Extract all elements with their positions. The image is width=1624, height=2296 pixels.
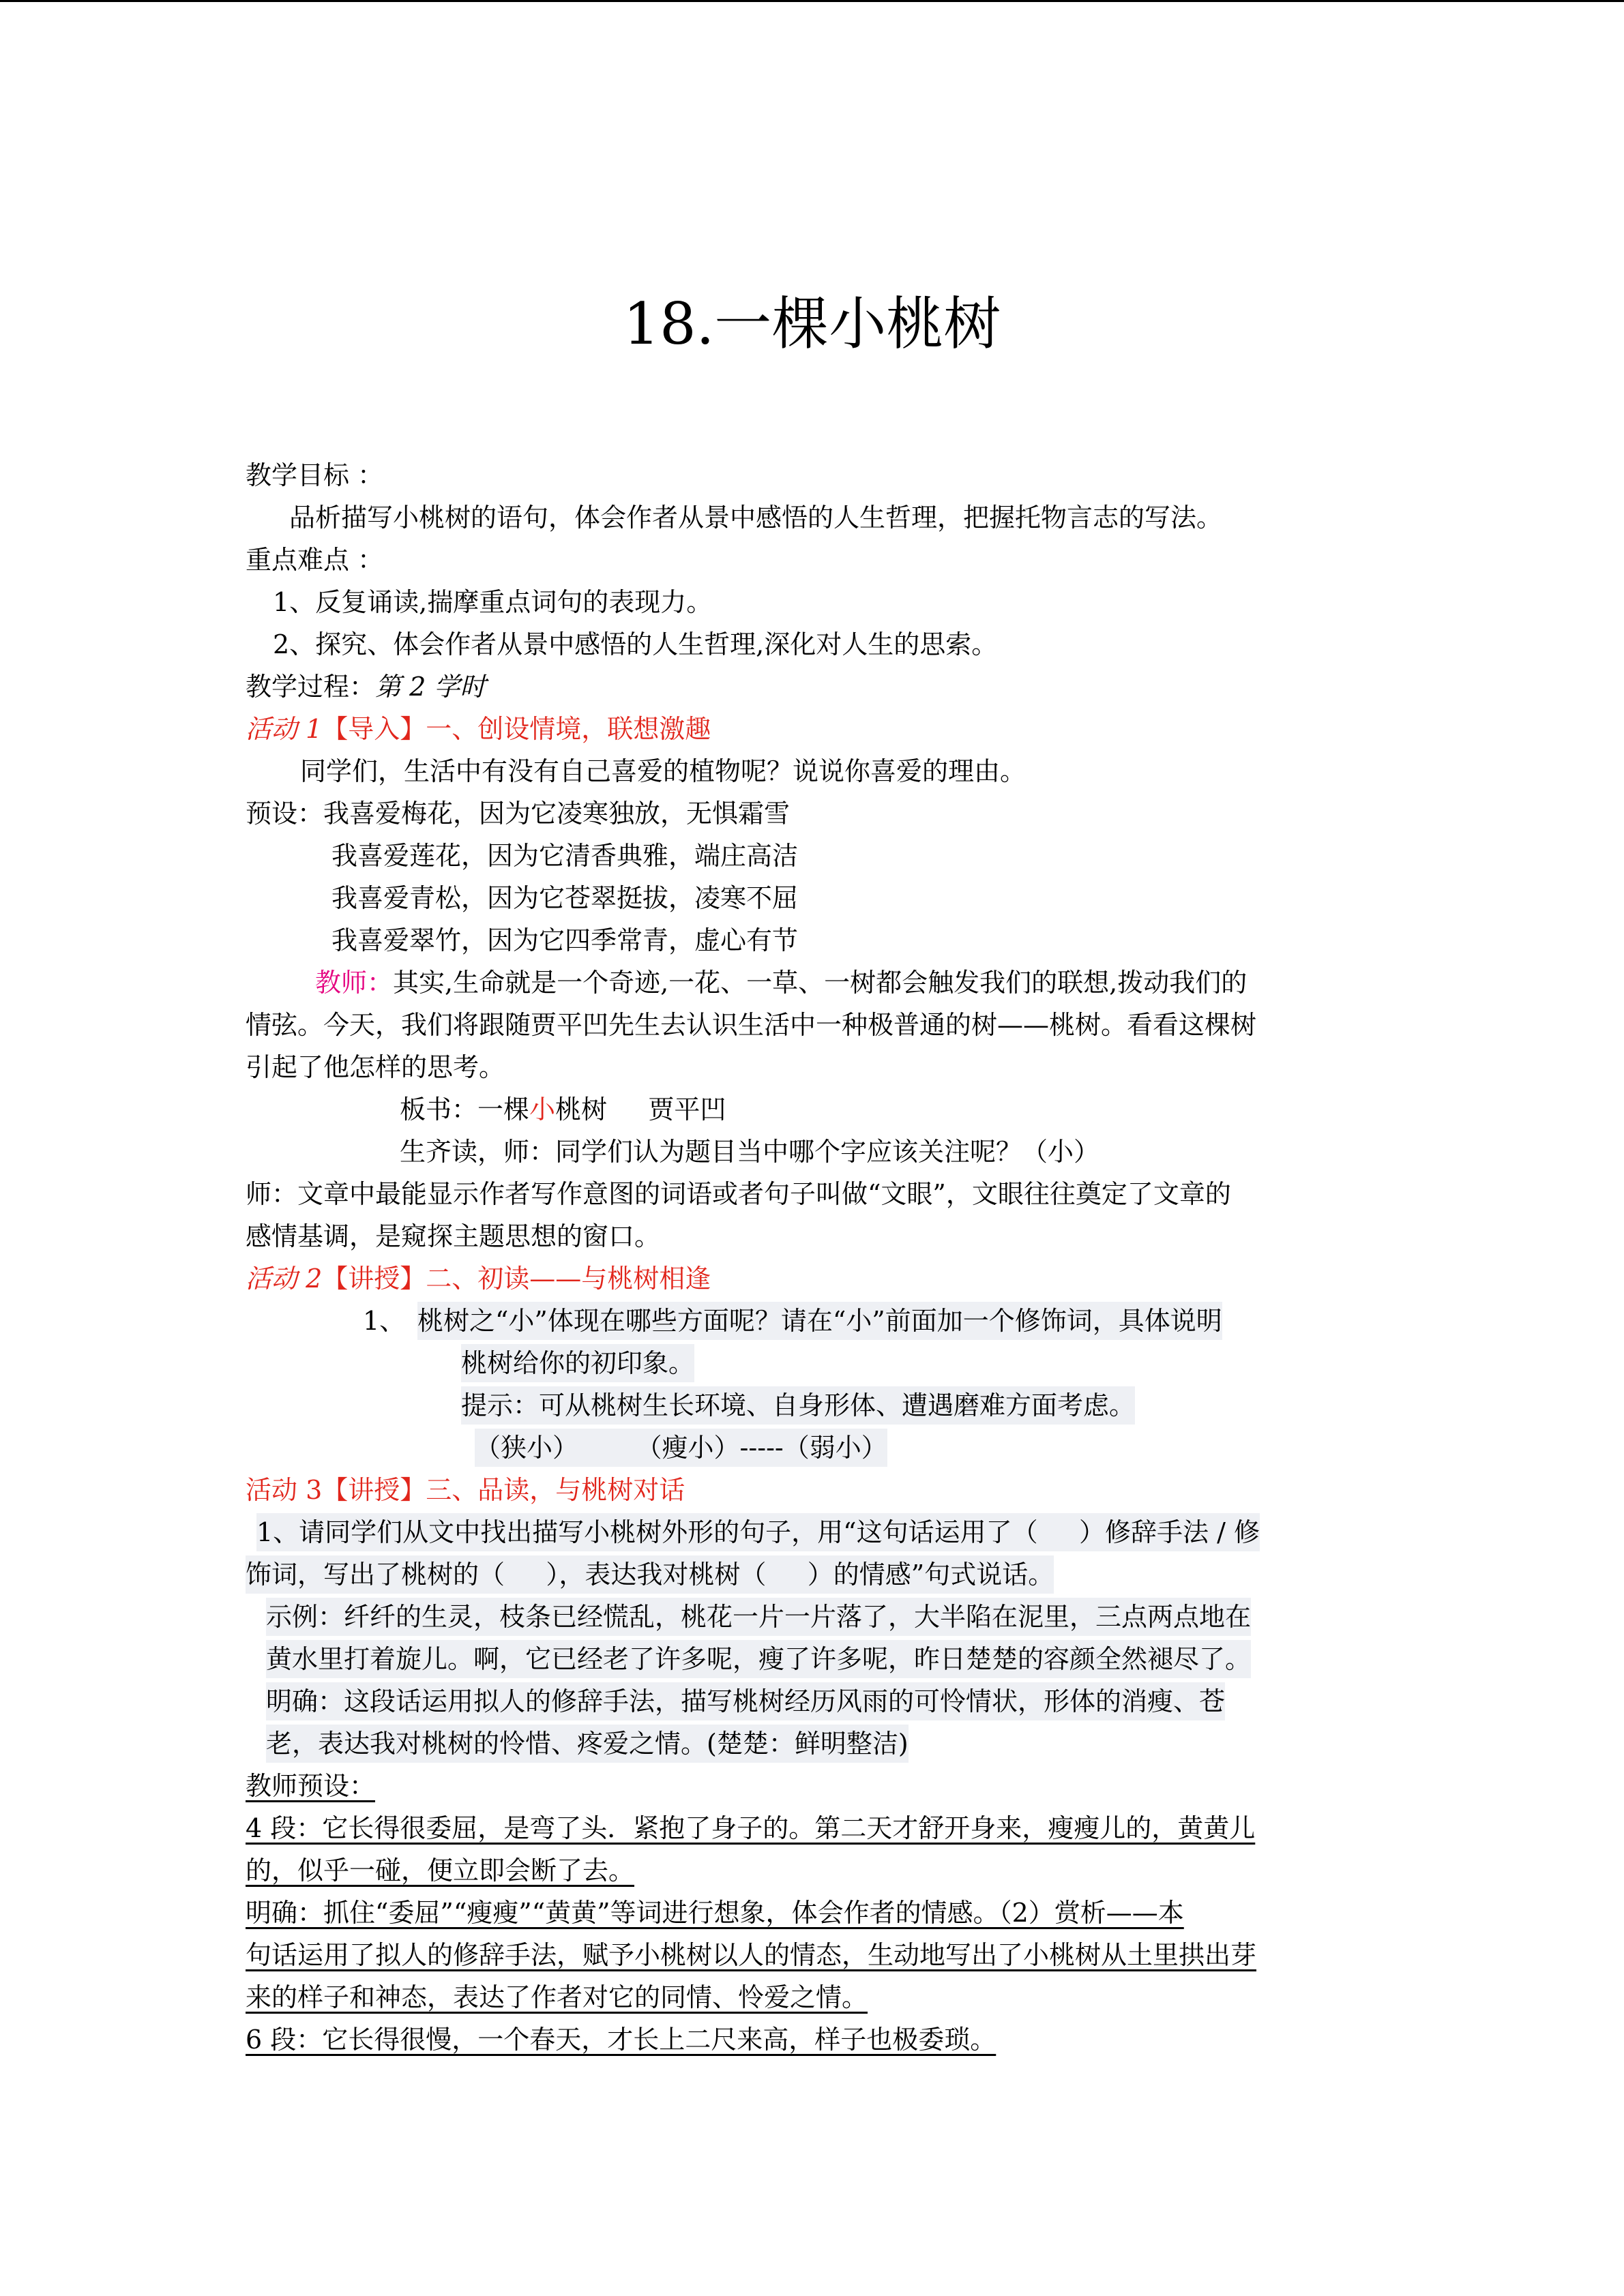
key-label: 重点难点 ： — [246, 545, 384, 575]
activity-2-heading — [246, 1259, 711, 1298]
board-text-highlight: 小 — [529, 1094, 556, 1124]
activity-1-title: 【导入】一、创设情境，联想激趣 — [322, 714, 711, 744]
teacher-preset-label: 教师预设： — [246, 1771, 376, 1801]
process-label: 教学过程： — [246, 672, 376, 702]
preset-4: 我喜爱翠竹，因为它四季常青，虚心有节 — [331, 925, 799, 955]
paragraph-6-line: 6 段：它长得很慢，一个春天，才长上二尺来高，样子也极委琐。 — [246, 2025, 996, 2055]
goals-text: 品析描写小桃树的语句，体会作者从景中感悟的人生哲理，把握托物言志的写法。 — [289, 503, 1223, 533]
master-line-2: 感情基调，是窥探主题思想的窗口。 — [246, 1221, 661, 1251]
paragraph-4-line-2: 的，似乎一碰，便立即会断了去。 — [246, 1855, 635, 1885]
preset-1: 预设：我喜爱梅花，因为它凌寒独放，无惧霜雪 — [246, 799, 791, 829]
board-text-a: 板书：一棵 — [400, 1094, 530, 1124]
key-point-2: 2、探究、体会作者从景中感悟的人生哲理,深化对人生的思索。 — [273, 629, 998, 659]
preset-3: 我喜爱青松，因为它苍翠挺拔，凌寒不屈 — [331, 883, 799, 913]
activity-1-heading — [246, 710, 711, 748]
activity-3-question-2: 饰词，写出了桃树的（ ），表达我对桃树（ ）的情感”句式说话。 — [246, 1555, 1054, 1594]
activity-2-prefix: 活动 2 — [246, 1264, 323, 1294]
activity-3-heading: 活动 3【讲授】三、品读，与桃树对话 — [246, 1475, 685, 1505]
activity-2-answers: （狭小） （瘦小）-----（弱小） — [475, 1429, 887, 1467]
analysis-line-2: 句话运用了拟人的修辞手法，赋予小桃树以人的情态，生动地写出了小桃树从土里拱出芽 — [246, 1940, 1257, 1970]
activity-2-hint: 提示：可从桃树生长环境、自身形体、遭遇磨难方面考虑。 — [461, 1386, 1135, 1425]
activity-3-question-1: 1、请同学们从文中找出描写小桃树外形的句子，用“这句话运用了（ ）修辞手法 / 修 — [256, 1513, 1260, 1551]
goals-label: 教学目标 ： — [246, 460, 384, 490]
example-line-2: 黄水里打着旋儿。啊，它已经老了许多呢，瘦了许多呢，昨日楚楚的容颜全然褪尽了。 — [266, 1640, 1251, 1678]
master-line-1: 师：文章中最能显示作者写作意图的词语或者句子叫做“文眼”，文眼往往奠定了文章的 — [246, 1179, 1231, 1209]
paragraph-4-line-1: 4 段：它长得很委屈，是弯了头．紧抱了身子的。第二天才舒开身来，瘦瘦儿的，黄黄儿 — [246, 1813, 1256, 1843]
preset-2: 我喜爱莲花，因为它清香典雅，端庄高洁 — [331, 841, 799, 871]
process-period: 第 2 学时 — [375, 672, 486, 702]
key-point-1: 1、反复诵读,揣摩重点词句的表现力。 — [273, 587, 713, 617]
teacher-text-1: 其实,生命就是一个奇迹,一花、一草、一树都会触发我们的联想,拨动我们的 — [393, 968, 1247, 998]
clarify-line-2: 老，表达我对桃树的怜惜、疼爱之情。(楚楚：鲜明整洁) — [266, 1725, 909, 1763]
activity-2-number: 1、 — [363, 1306, 406, 1336]
activity-1-prefix: 活动 1 — [246, 714, 323, 744]
page-title: 18.一棵小桃树 — [623, 290, 1001, 357]
page-top-border — [0, 0, 1624, 2]
clarify-line-1: 明确：这段话运用拟人的修辞手法，描写桃树经历风雨的可怜情状，形体的消瘦、苍 — [266, 1682, 1225, 1720]
process-heading — [246, 668, 486, 706]
teacher-line-3: 引起了他怎样的思考。 — [246, 1052, 505, 1082]
teacher-line-2: 情弦。今天，我们将跟随贾平凹先生去认识生活中一种极普通的树——桃树。看看这棵树 — [246, 1010, 1257, 1040]
activity-1-question: 同学们，生活中有没有自己喜爱的植物呢？说说你喜爱的理由。 — [300, 756, 1027, 786]
activity-2-title: 【讲授】二、初读——与桃树相逢 — [322, 1264, 711, 1294]
teacher-line-1 — [315, 964, 1247, 1002]
analysis-line-1: 明确：抓住“委屈”“瘦瘦”“黄黄”等词进行想象，体会作者的情感。（2）赏析——本 — [246, 1898, 1184, 1928]
board-text-c: 桃树 贾平凹 — [555, 1094, 726, 1124]
activity-2-question-1: 桃树之“小”体现在哪些方面呢？请在“小”前面加一个修饰词，具体说明 — [417, 1302, 1222, 1340]
teacher-label: 教师： — [315, 968, 394, 998]
board-writing — [400, 1090, 726, 1129]
activity-2-question-2: 桃树给你的初印象。 — [461, 1344, 694, 1382]
analysis-line-3: 来的样子和神态，表达了作者对它的同情、怜爱之情。 — [246, 1982, 868, 2012]
example-line-1: 示例：纤纤的生灵，枝条已经慌乱，桃花一片一片落了，大半陷在泥里，三点两点地在 — [266, 1598, 1251, 1636]
read-aloud-line: 生齐读，师：同学们认为题目当中哪个字应该关注呢？（小） — [400, 1137, 1100, 1167]
